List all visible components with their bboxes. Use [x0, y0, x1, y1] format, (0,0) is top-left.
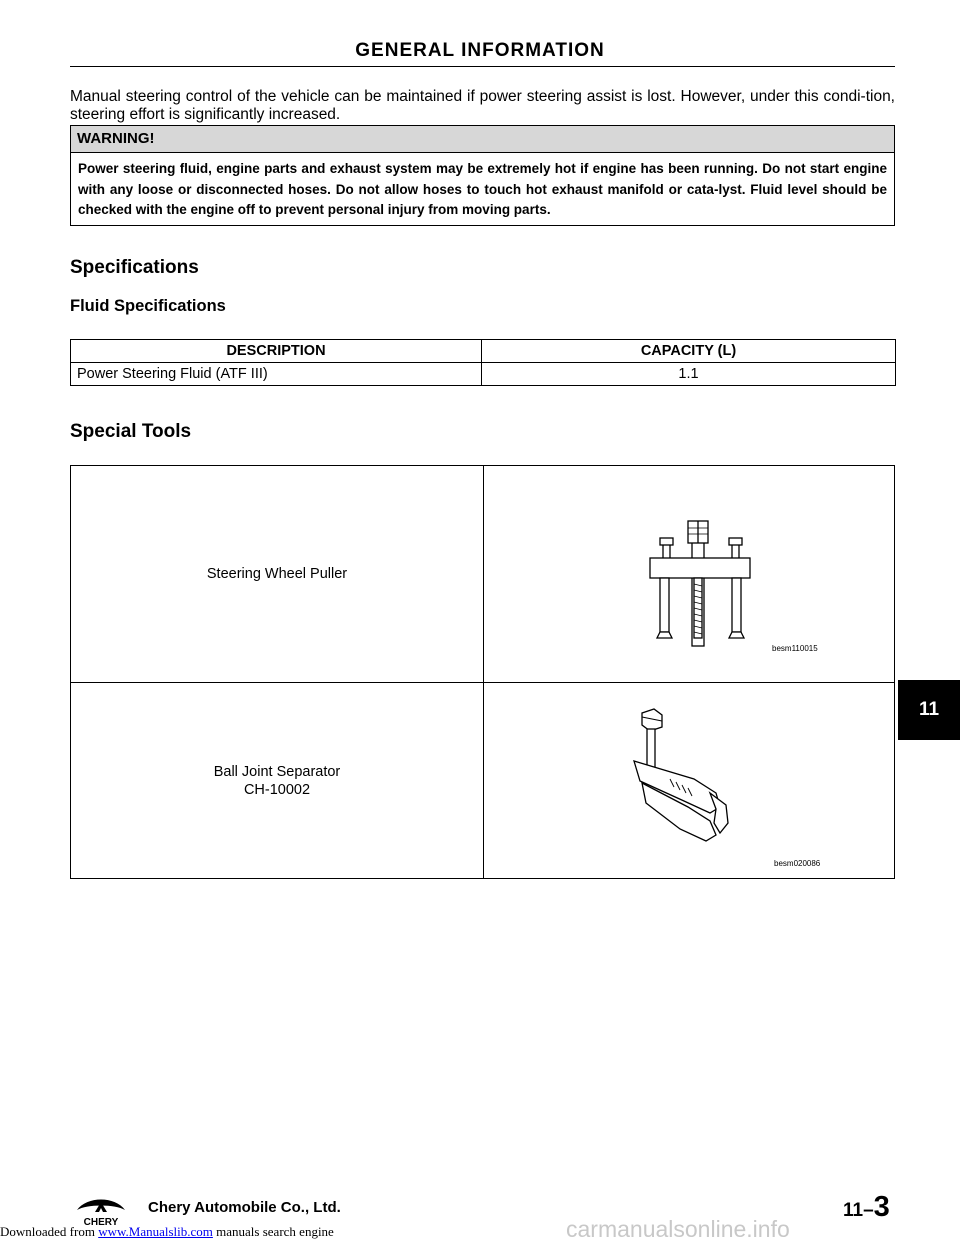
page-number: [843, 1191, 890, 1224]
ball-joint-separator-illustration: [484, 683, 894, 878]
tool-name-cell: [71, 683, 484, 878]
column-header-capacity: CAPACITY (L): [482, 340, 896, 363]
table-row: [71, 363, 896, 386]
special-tools-table: [70, 465, 895, 879]
tool-name: Steering Wheel Puller: [206, 566, 348, 582]
tool-row-ball-joint-separator: [71, 683, 894, 878]
tool-name-cell: [71, 466, 484, 682]
chapter-tab: 11: [898, 680, 960, 740]
cell-capacity: 1.1: [482, 363, 896, 386]
intro-paragraph: Manual steering control of the vehicle can be maintained if power steering assist is lost. However, under this condi-tion, steering effort is significantly increased.: [70, 88, 895, 123]
cell-description: Power Steering Fluid (ATF III): [71, 363, 482, 386]
column-header-description: DESCRIPTION: [71, 340, 482, 363]
figure-code: besm020086: [774, 859, 821, 868]
download-prefix: Downloaded from: [0, 1224, 99, 1239]
header-divider: [70, 66, 895, 67]
specifications-heading: Specifications: [70, 257, 199, 278]
page-number-value: 3: [873, 1191, 890, 1223]
tool-image-cell: [484, 683, 894, 878]
manualslib-link[interactable]: www.Manualslib.com: [98, 1224, 213, 1239]
fluid-specifications-table: [70, 339, 896, 386]
tool-row-steering-wheel-puller: [71, 466, 894, 683]
download-line: [0, 1224, 334, 1240]
warning-text: Power steering fluid, engine parts and exhaust system may be extremely hot if engine has been running. Do not start engine with any loose or disconnected hoses. Do not allow hoses to touch hot exhaust manifold or cata-lyst. Fluid level should be checked with the engine off to prevent personal injury from moving parts.: [78, 161, 887, 217]
company-name: Chery Automobile Co., Ltd.: [148, 1199, 341, 1216]
watermark-text: carmanualsonline.info: [566, 1216, 790, 1242]
logo-text: CHERY: [83, 1217, 119, 1228]
tool-code: CH-10002: [243, 781, 311, 798]
page-header-title: GENERAL INFORMATION: [355, 40, 605, 61]
special-tools-heading: Special Tools: [70, 421, 192, 442]
figure-code: besm110015: [772, 644, 818, 653]
steering-wheel-puller-illustration: [484, 466, 894, 682]
warning-title: WARNING!: [71, 126, 894, 153]
table-header-row: [71, 340, 896, 363]
download-suffix: manuals search engine: [212, 1224, 334, 1239]
tool-image-cell: [484, 466, 894, 682]
tool-name: Ball Joint Separator: [213, 763, 341, 780]
fluid-specifications-heading: Fluid Specifications: [70, 297, 226, 315]
section-number: 11–: [843, 1200, 874, 1221]
warning-box: [70, 125, 895, 226]
